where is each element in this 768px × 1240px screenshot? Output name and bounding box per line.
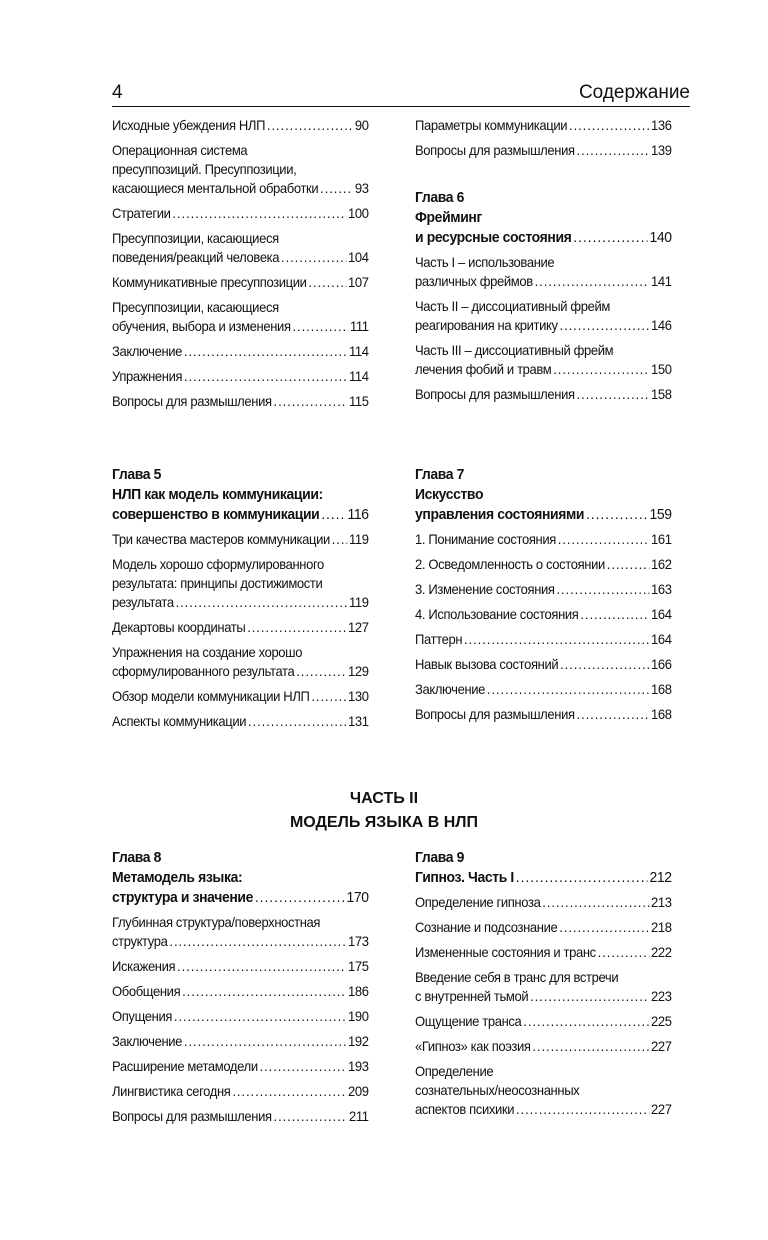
- dot-leader: [569, 116, 649, 135]
- toc-entry: [415, 680, 672, 699]
- chapter-title-line: Фрейминг: [415, 209, 482, 226]
- toc-entry: [112, 1007, 369, 1026]
- page-ref: 116: [347, 506, 369, 523]
- toc-entry: [112, 204, 369, 223]
- toc-entry: [415, 630, 672, 649]
- toc-entry: [415, 893, 672, 912]
- toc-entry-title: Вопросы для размышления: [415, 142, 575, 158]
- toc-entry: [112, 116, 369, 135]
- page-ref: 100: [348, 205, 369, 221]
- toc-entry-final-line: [112, 392, 369, 411]
- page-ref: 158: [651, 386, 672, 402]
- toc-entry-final-line: [112, 204, 369, 223]
- page-ref: 127: [348, 619, 369, 635]
- page-ref: 190: [348, 1008, 369, 1024]
- toc-entry-final-line: [415, 943, 672, 962]
- toc-entry-title: 3. Изменение состояния: [415, 581, 555, 597]
- page-ref: 175: [348, 958, 369, 974]
- toc-entry-final-line: [112, 367, 369, 386]
- toc-entry-final-line: [415, 655, 672, 674]
- dot-leader: [311, 687, 346, 706]
- dot-leader: [274, 392, 348, 411]
- page-ref: 119: [349, 594, 369, 610]
- page-ref: 170: [346, 889, 369, 906]
- toc-entry-final-line: [415, 1037, 672, 1056]
- chapter-label: Глава 8: [112, 849, 162, 866]
- toc-entry-final-line: [112, 982, 369, 1001]
- chapter-heading: [112, 848, 369, 908]
- dot-leader: [516, 868, 648, 888]
- toc-entry-line: Глубинная структура/поверхностная: [112, 914, 321, 930]
- dot-leader: [248, 712, 346, 731]
- toc-entry: [112, 957, 369, 976]
- toc-entry: [415, 116, 672, 135]
- toc-entry-title: обучения, выбора и изменения: [112, 318, 291, 334]
- dot-leader: [176, 593, 348, 612]
- page-ref: 115: [349, 393, 369, 409]
- toc-entry: [112, 913, 369, 951]
- dot-leader: [573, 228, 647, 248]
- toc-entry: [415, 297, 672, 335]
- toc-entry-final-line: [415, 630, 672, 649]
- dot-leader: [577, 705, 650, 724]
- page-ref: 150: [651, 361, 672, 377]
- toc-entry-final-line: [415, 918, 672, 937]
- toc-entry: [415, 655, 672, 674]
- dot-leader: [260, 1057, 347, 1076]
- page-ref: 218: [651, 919, 672, 935]
- page-ref: 161: [651, 531, 672, 547]
- toc-entry-final-line: [112, 116, 369, 135]
- dot-leader: [255, 888, 345, 908]
- toc-entry-final-line: [415, 385, 672, 404]
- toc-entry: [415, 385, 672, 404]
- toc-entry-title: Обзор модели коммуникации НЛП: [112, 688, 310, 704]
- toc-entry-title: Упражнения: [112, 368, 183, 384]
- toc-entry-title: Искажения: [112, 958, 176, 974]
- toc-entry-title: Измененные состояния и транс: [415, 944, 596, 960]
- toc-entry: [415, 968, 672, 1006]
- dot-leader: [553, 360, 649, 379]
- page-ref: 227: [651, 1038, 672, 1054]
- toc-entry-title: Коммуникативные пресуппозиции: [112, 274, 307, 290]
- dot-leader: [169, 932, 346, 951]
- toc-entry-final-line: [112, 932, 369, 951]
- toc-entry: [112, 367, 369, 386]
- dot-leader: [559, 918, 649, 937]
- dot-leader: [172, 204, 346, 223]
- page-ref: 166: [651, 656, 672, 672]
- dot-leader: [184, 367, 347, 386]
- page-ref: 212: [649, 869, 672, 886]
- toc-entry-final-line: [415, 605, 672, 624]
- dot-leader: [174, 1007, 346, 1026]
- page-ref: 146: [651, 317, 672, 333]
- page-ref: 139: [651, 142, 672, 158]
- toc-entry-title: 4. Использование состояния: [415, 606, 579, 622]
- toc-entry: [415, 530, 672, 549]
- toc-entry-final-line: [415, 316, 672, 335]
- toc-entry-title: Параметры коммуникации: [415, 117, 568, 133]
- dot-leader: [182, 982, 346, 1001]
- page-ref: 114: [349, 368, 369, 384]
- toc-entry: [415, 1012, 672, 1031]
- toc-entry-final-line: [112, 317, 369, 336]
- page-ref: 93: [354, 180, 369, 196]
- toc-entry-final-line: [112, 1057, 369, 1076]
- toc-entry-title: структура: [112, 933, 168, 949]
- toc-entry: [112, 1032, 369, 1051]
- chapter-final-line: [112, 505, 369, 525]
- chapter-title: совершенство в коммуникации: [112, 506, 320, 523]
- toc-entry: [112, 141, 369, 198]
- toc-entry-title: Ощущение транса: [415, 1013, 522, 1029]
- page-ref: 164: [651, 606, 672, 622]
- toc-entry: [415, 918, 672, 937]
- chapter-title-line: Метамодель языка:: [112, 869, 243, 886]
- toc-entry-title: Опущения: [112, 1008, 173, 1024]
- chapter-title-line: НЛП как модель коммуникации:: [112, 486, 323, 503]
- page-ref: 227: [651, 1101, 672, 1117]
- page-ref: 209: [348, 1083, 369, 1099]
- page-ref: 140: [649, 229, 672, 246]
- toc-entry-title: 1. Понимание состояния: [415, 531, 556, 547]
- toc-entry-final-line: [415, 580, 672, 599]
- toc-entry-title: касающиеся ментальной обработки: [112, 180, 319, 196]
- dot-leader: [184, 1032, 346, 1051]
- chapter-final-line: [415, 505, 672, 525]
- dot-leader: [487, 680, 649, 699]
- toc-entry-title: Вопросы для размышления: [112, 393, 272, 409]
- toc-entry-final-line: [112, 662, 369, 681]
- toc-entry-line: Определение: [415, 1063, 494, 1079]
- toc-entry: [415, 605, 672, 624]
- toc-column: [415, 465, 672, 730]
- dot-leader: [586, 505, 648, 525]
- dot-leader: [556, 580, 649, 599]
- toc-entry: [415, 580, 672, 599]
- page-ref: 107: [348, 274, 369, 290]
- dot-leader: [320, 179, 353, 198]
- dot-leader: [308, 273, 346, 292]
- page-ref: 222: [651, 944, 672, 960]
- page-ref: 213: [651, 894, 672, 910]
- page-ref: 129: [348, 663, 369, 679]
- toc-entry-title: Навык вызова состояний: [415, 656, 559, 672]
- toc-entry-final-line: [415, 705, 672, 724]
- dot-leader: [535, 272, 650, 291]
- toc-entry: [112, 982, 369, 1001]
- dot-leader: [560, 655, 649, 674]
- chapter-title: управления состояниями: [415, 506, 585, 523]
- toc-entry: [415, 1062, 672, 1119]
- toc-entry: [112, 298, 369, 336]
- toc-entry-line: результата: принципы достижимости: [112, 575, 323, 591]
- chapter-heading: [415, 188, 672, 248]
- toc-entry-line: пресуппозиций. Пресуппозиции,: [112, 161, 297, 177]
- toc-entry-final-line: [112, 1107, 369, 1126]
- toc-entry-final-line: [112, 1032, 369, 1051]
- page-ref: 193: [348, 1058, 369, 1074]
- toc-entry-final-line: [415, 987, 672, 1006]
- page-ref: 173: [348, 933, 369, 949]
- spacer: [415, 166, 672, 188]
- page-ref: 168: [651, 706, 672, 722]
- page-ref: 163: [651, 581, 672, 597]
- page-ref: 211: [349, 1108, 369, 1124]
- toc-entry: [112, 273, 369, 292]
- dot-leader: [177, 957, 346, 976]
- toc-entry-title: Вопросы для размышления: [415, 386, 575, 402]
- chapter-final-line: [415, 228, 672, 248]
- toc-entry: [112, 1082, 369, 1101]
- toc-entry-line: Часть I – использование: [415, 254, 555, 270]
- dot-leader: [292, 317, 348, 336]
- toc-entry-title: аспектов психики: [415, 1101, 515, 1117]
- toc-entry-title: различных фреймов: [415, 273, 533, 289]
- dot-leader: [296, 662, 346, 681]
- toc-entry-final-line: [112, 957, 369, 976]
- page-ref: 162: [651, 556, 672, 572]
- toc-entry: [112, 712, 369, 731]
- toc-entry-final-line: [415, 360, 672, 379]
- toc-entry-title: Вопросы для размышления: [415, 706, 575, 722]
- page-ref: 141: [651, 273, 672, 289]
- toc-entry: [112, 687, 369, 706]
- page-ref: 119: [349, 531, 369, 547]
- toc-entry-final-line: [112, 712, 369, 731]
- toc-entry-final-line: [415, 1100, 672, 1119]
- toc-entry: [112, 618, 369, 637]
- dot-leader: [332, 530, 347, 549]
- toc-entry-final-line: [415, 555, 672, 574]
- dot-leader: [580, 605, 649, 624]
- page-ref: 131: [348, 713, 369, 729]
- toc-column: [415, 116, 672, 410]
- toc-entry-title: Обобщения: [112, 983, 181, 999]
- dot-leader: [274, 1107, 348, 1126]
- dot-leader: [558, 530, 649, 549]
- toc-entry: [415, 141, 672, 160]
- toc-entry: [112, 342, 369, 361]
- toc-entry-line: сознательных/неосознанных: [415, 1082, 580, 1098]
- chapter-final-line: [112, 888, 369, 908]
- toc-entry-title: Вопросы для размышления: [112, 1108, 272, 1124]
- toc-entry-title: Заключение: [112, 1033, 183, 1049]
- page-ref: 111: [349, 318, 369, 334]
- dot-leader: [542, 893, 649, 912]
- chapter-heading: [112, 465, 369, 525]
- toc-entry-title: Стратегии: [112, 205, 171, 221]
- dot-leader: [184, 342, 347, 361]
- chapter-label: Глава 7: [415, 466, 465, 483]
- toc-entry-title: 2. Осведомленность о состоянии: [415, 556, 605, 572]
- toc-entry-final-line: [112, 342, 369, 361]
- toc-entry-final-line: [112, 1007, 369, 1026]
- toc-entry-title: Заключение: [112, 343, 183, 359]
- toc-entry: [112, 392, 369, 411]
- toc-entry-final-line: [112, 593, 369, 612]
- chapter-label: Глава 6: [415, 189, 465, 206]
- page-ref: 186: [348, 983, 369, 999]
- toc-entry-title: реагирования на критику: [415, 317, 558, 333]
- toc-entry-line: Введение себя в транс для встречи: [415, 969, 619, 985]
- toc-entry: [112, 1107, 369, 1126]
- toc-column: [112, 848, 369, 1132]
- toc-entry-title: с внутренней тьмой: [415, 988, 529, 1004]
- chapter-title: и ресурсные состояния: [415, 229, 572, 246]
- page-ref: 130: [348, 688, 369, 704]
- toc-entry-line: Упражнения на создание хорошо: [112, 644, 303, 660]
- dot-leader: [464, 630, 649, 649]
- toc-entry-title: результата: [112, 594, 174, 610]
- page-ref: 192: [348, 1033, 369, 1049]
- page-ref: 90: [354, 117, 369, 133]
- toc-entry-title: поведения/реакций человека: [112, 249, 280, 265]
- toc-entry-final-line: [415, 1012, 672, 1031]
- page-ref: 225: [651, 1013, 672, 1029]
- toc-entry-line: Часть II – диссоциативный фрейм: [415, 298, 610, 314]
- toc-entry-title: лечения фобий и травм: [415, 361, 552, 377]
- dot-leader: [523, 1012, 649, 1031]
- dot-leader: [560, 316, 650, 335]
- toc-entry-title: Паттерн: [415, 631, 463, 647]
- toc-entry-title: Декартовы координаты: [112, 619, 246, 635]
- toc-entry-final-line: [112, 687, 369, 706]
- chapter-heading: [415, 465, 672, 525]
- toc-column: [415, 848, 672, 1125]
- toc-entry: [112, 229, 369, 267]
- toc-entry-final-line: [112, 530, 369, 549]
- toc-entry-title: Определение гипноза: [415, 894, 541, 910]
- toc-entry-title: «Гипноз» как поэзия: [415, 1038, 531, 1054]
- chapter-heading: [415, 848, 672, 888]
- toc-entry-title: Аспекты коммуникации: [112, 713, 247, 729]
- dot-leader: [232, 1082, 346, 1101]
- page-header: [112, 76, 690, 107]
- page-ref: 136: [651, 117, 672, 133]
- toc-entry-line: Пресуппозиции, касающиеся: [112, 299, 279, 315]
- page-ref: 168: [651, 681, 672, 697]
- toc-entry: [415, 1037, 672, 1056]
- chapter-title: структура и значение: [112, 889, 253, 906]
- toc-column: [112, 116, 369, 417]
- toc-entry-final-line: [415, 530, 672, 549]
- chapter-final-line: [415, 868, 672, 888]
- toc-column: [112, 465, 369, 737]
- dot-leader: [598, 943, 650, 962]
- part-heading: [0, 787, 768, 835]
- toc-entry-title: сформулированного результата: [112, 663, 295, 679]
- dot-leader: [281, 248, 346, 267]
- toc-entry-final-line: [415, 893, 672, 912]
- toc-entry-final-line: [112, 248, 369, 267]
- running-title: Содержание: [578, 82, 690, 103]
- part-name: МОДЕЛЬ ЯЗЫКА В НЛП: [289, 814, 479, 831]
- page-ref: 164: [651, 631, 672, 647]
- toc-entry: [415, 341, 672, 379]
- toc-entry-line: Модель хорошо сформулированного: [112, 556, 324, 572]
- dot-leader: [530, 987, 649, 1006]
- dot-leader: [577, 385, 650, 404]
- part-number: ЧАСТЬ II: [349, 790, 419, 807]
- chapter-label: Глава 9: [415, 849, 465, 866]
- dot-leader: [516, 1100, 649, 1119]
- dot-leader: [577, 141, 650, 160]
- toc-entry-final-line: [415, 116, 672, 135]
- chapter-label: Глава 5: [112, 466, 162, 483]
- toc-entry-title: Расширение метамодели: [112, 1058, 258, 1074]
- toc-entry-title: Лингвистика сегодня: [112, 1083, 231, 1099]
- dot-leader: [607, 555, 649, 574]
- toc-entry: [415, 555, 672, 574]
- chapter-title: Гипноз. Часть I: [415, 869, 514, 886]
- dot-leader: [532, 1037, 649, 1056]
- toc-entry: [112, 530, 369, 549]
- toc-entry-final-line: [415, 272, 672, 291]
- toc-entry-final-line: [112, 179, 369, 198]
- toc-entry-final-line: [112, 618, 369, 637]
- toc-entry: [112, 1057, 369, 1076]
- page-number: 4: [112, 82, 123, 103]
- dot-leader: [267, 116, 353, 135]
- toc-entry-title: Три качества мастеров коммуникации: [112, 531, 330, 547]
- toc-entry-line: Операционная система: [112, 142, 248, 158]
- toc-entry-title: Исходные убеждения НЛП: [112, 117, 266, 133]
- toc-entry-final-line: [112, 273, 369, 292]
- toc-entry-final-line: [112, 1082, 369, 1101]
- dot-leader: [321, 505, 345, 525]
- page-ref: 114: [349, 343, 369, 359]
- toc-entry-line: Пресуппозиции, касающиеся: [112, 230, 279, 246]
- chapter-title-line: Искусство: [415, 486, 484, 503]
- toc-entry-title: Заключение: [415, 681, 486, 697]
- page-ref: 223: [651, 988, 672, 1004]
- page-ref: 104: [348, 249, 369, 265]
- toc-entry-final-line: [415, 141, 672, 160]
- toc-entry: [112, 555, 369, 612]
- dot-leader: [247, 618, 346, 637]
- toc-entry-title: Сознание и подсознание: [415, 919, 558, 935]
- toc-entry-line: Часть III – диссоциативный фрейм: [415, 342, 614, 358]
- toc-entry: [112, 643, 369, 681]
- page-ref: 159: [649, 506, 672, 523]
- toc-entry: [415, 943, 672, 962]
- toc-entry: [415, 705, 672, 724]
- toc-entry-final-line: [415, 680, 672, 699]
- toc-entry: [415, 253, 672, 291]
